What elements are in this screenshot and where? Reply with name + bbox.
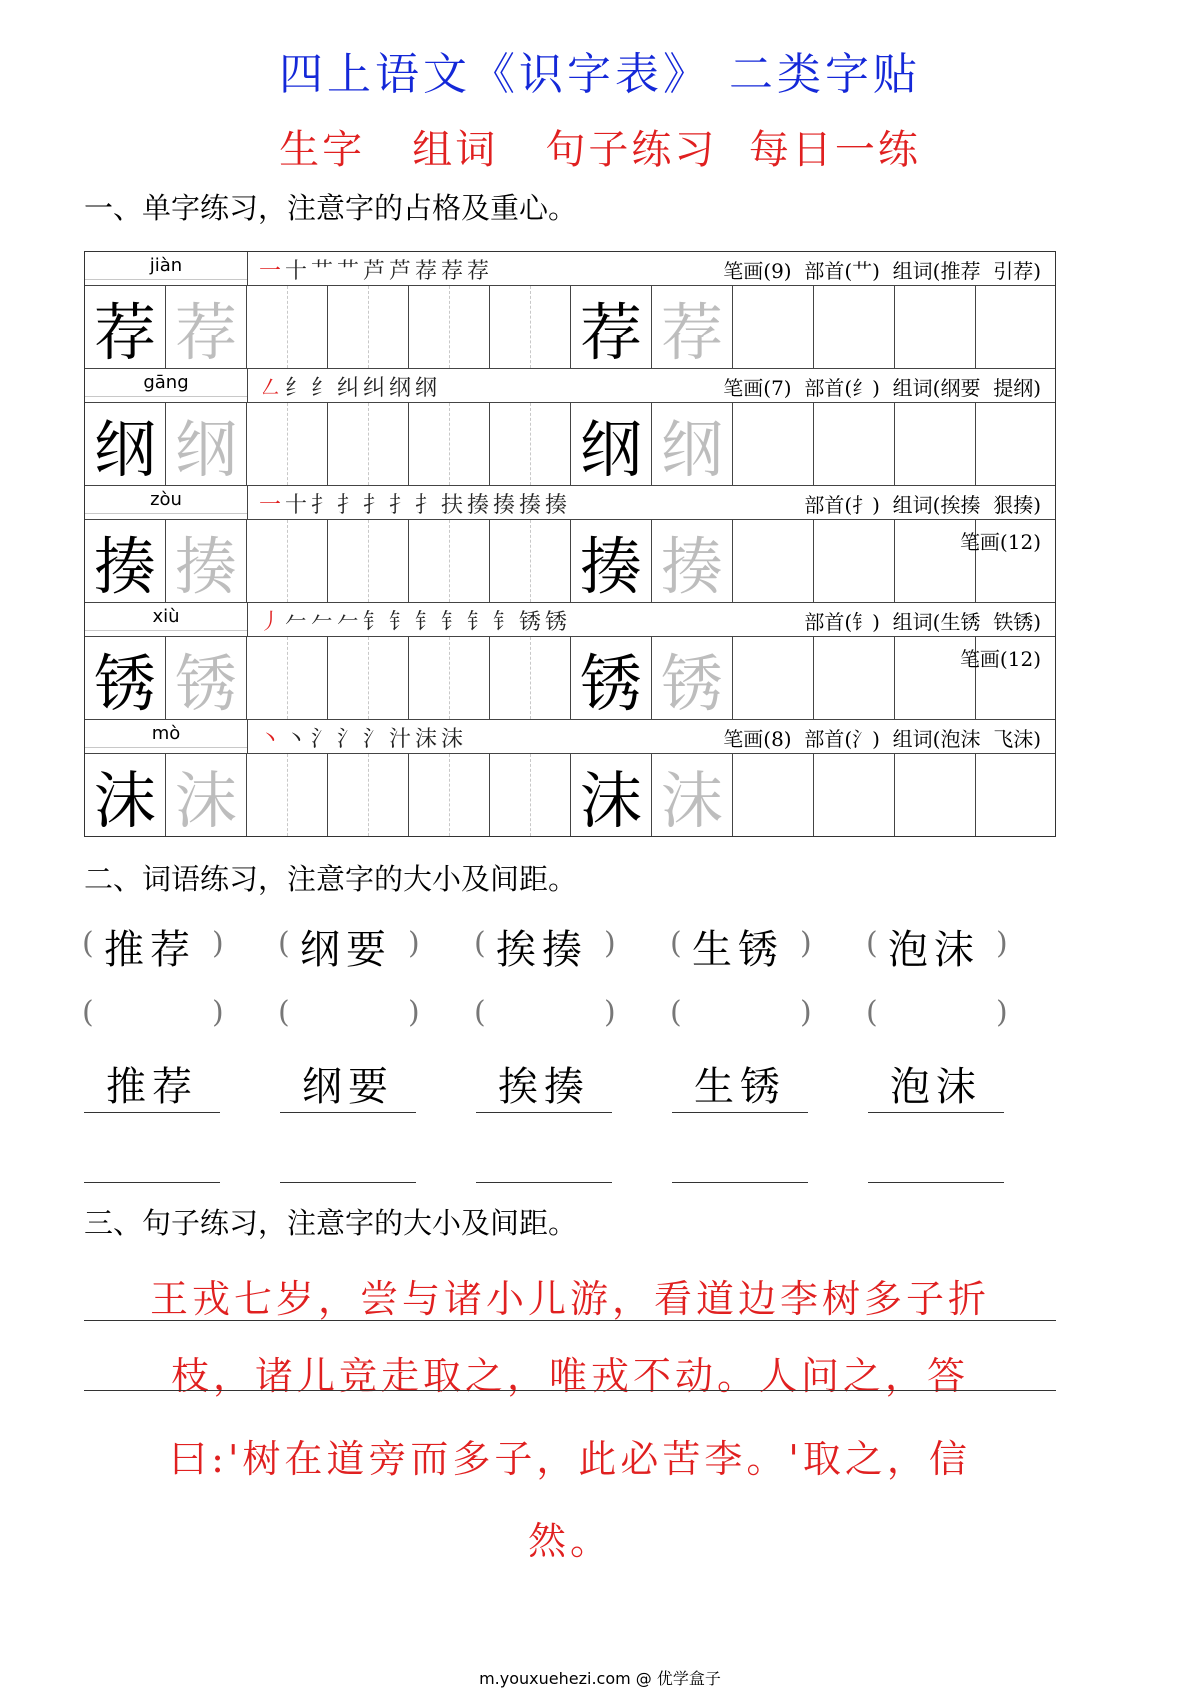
trace-char: 荐 — [660, 295, 723, 369]
stroke-step: 十 — [284, 493, 307, 518]
trace-char-cell — [166, 403, 247, 485]
stroke-step: 沫 — [440, 727, 463, 752]
writing-line[interactable] — [476, 1181, 612, 1183]
writing-line[interactable] — [868, 1181, 1004, 1183]
char-meta — [723, 723, 1041, 752]
writing-grid — [85, 754, 1055, 836]
sentence-line: 王戎七岁，尝与诸小儿游，看道边李树多子折 — [149, 1277, 990, 1321]
trace-char: 沫 — [660, 763, 723, 837]
close-paren: ) — [996, 995, 1008, 1030]
stroke-step: 揍 — [518, 493, 541, 518]
trace-char-cell — [652, 754, 733, 836]
sentence-line: 曰:'树在道旁而多子，此必苦李。'取之，信 — [169, 1437, 971, 1481]
model-char: 揍 — [579, 529, 642, 603]
strokes-count: 笔画(12) — [959, 530, 1041, 554]
practice-cell[interactable] — [814, 520, 895, 602]
trace-char: 锈 — [174, 646, 237, 720]
close-paren: ) — [996, 926, 1008, 961]
model-char-cell — [85, 286, 166, 368]
stroke-step: 揍 — [466, 493, 489, 518]
sentence-line: 枝，诸儿竞走取之，唯戎不动。人问之，答 — [170, 1354, 969, 1398]
writing-line[interactable] — [84, 1181, 220, 1183]
sentence-line: 然。 — [527, 1519, 612, 1563]
practice-cell[interactable] — [814, 403, 895, 485]
practice-cell[interactable] — [328, 286, 409, 368]
model-char-cell — [85, 403, 166, 485]
char-meta — [723, 372, 1041, 401]
stroke-step: 𠂉 — [336, 610, 359, 635]
stroke-step: 丶 — [284, 727, 307, 752]
stroke-step: 芦 — [388, 259, 411, 284]
close-paren: ) — [408, 926, 420, 961]
practice-cell[interactable] — [328, 637, 409, 719]
writing-line[interactable] — [672, 1181, 808, 1183]
char-block — [85, 252, 1055, 368]
stroke-step: 锈 — [544, 610, 567, 635]
section2-heading: 二、词语练习，注意字的大小及间距。 — [84, 862, 578, 896]
pinyin-cell — [85, 486, 248, 519]
bracket-word: 纲要 — [300, 927, 392, 973]
model-char-cell — [571, 403, 652, 485]
trace-char-cell — [652, 286, 733, 368]
open-paren[interactable]: ( — [866, 995, 878, 1030]
practice-cell[interactable] — [733, 520, 814, 602]
close-paren: ) — [604, 995, 616, 1030]
trace-char: 揍 — [174, 529, 237, 603]
bracket-word: 推荐 — [104, 927, 196, 973]
pinyin-cell — [85, 369, 248, 402]
underlined-word: 泡沫 — [868, 1062, 1004, 1113]
writing-rule — [84, 1320, 1056, 1321]
model-char: 荐 — [579, 295, 642, 369]
stroke-step: 荐 — [414, 259, 437, 284]
word-examples: 组词(挨揍 狠揍) — [892, 493, 1041, 517]
trace-char-cell — [166, 637, 247, 719]
practice-cell[interactable] — [247, 637, 328, 719]
pinyin-cell — [85, 603, 248, 636]
model-char: 沫 — [579, 763, 642, 837]
bracket-word: 挨揍 — [496, 927, 588, 973]
bracket-word: 生锈 — [692, 927, 784, 973]
practice-cell[interactable] — [328, 520, 409, 602]
trace-char-cell — [652, 520, 733, 602]
stroke-step: 钅 — [388, 610, 411, 635]
open-paren: ( — [474, 926, 486, 961]
trace-char-cell — [166, 754, 247, 836]
stroke-step: 锈 — [518, 610, 541, 635]
practice-cell[interactable] — [733, 754, 814, 836]
stroke-step: 丶 — [258, 727, 281, 752]
stroke-step: 十 — [284, 259, 307, 284]
section3-heading: 三、句子练习，注意字的大小及间距。 — [84, 1206, 578, 1240]
bracket-word: 泡沫 — [888, 927, 980, 973]
writing-grid — [85, 286, 1055, 368]
char-block — [85, 485, 1055, 602]
model-char-cell — [571, 754, 652, 836]
close-paren: ) — [408, 995, 420, 1030]
pinyin: gāng — [85, 372, 247, 393]
practice-cell[interactable] — [895, 403, 976, 485]
model-char: 锈 — [579, 646, 642, 720]
word-examples: 组词(生锈 铁锈) — [892, 610, 1041, 634]
practice-cell[interactable] — [814, 286, 895, 368]
char-block — [85, 368, 1055, 485]
info-row — [85, 252, 1055, 286]
char-block — [85, 719, 1055, 836]
word-examples: 组词(推荐 引荐) — [892, 259, 1041, 283]
model-char-cell — [85, 520, 166, 602]
stroke-step: 一 — [258, 259, 281, 284]
practice-cell[interactable] — [814, 754, 895, 836]
info-row — [85, 486, 1055, 520]
stroke-step: 氵 — [310, 727, 333, 752]
writing-line[interactable] — [280, 1181, 416, 1183]
stroke-order — [257, 722, 465, 753]
stroke-step: 𠂉 — [284, 610, 307, 635]
model-char: 揍 — [93, 529, 156, 603]
open-paren[interactable]: ( — [670, 995, 682, 1030]
close-paren: ) — [800, 995, 812, 1030]
practice-cell[interactable] — [490, 637, 571, 719]
practice-cell[interactable] — [409, 286, 490, 368]
model-char: 纲 — [93, 412, 156, 486]
radical: 部首(钅) — [804, 610, 880, 634]
practice-cell[interactable] — [328, 754, 409, 836]
stroke-step: 氵 — [362, 727, 385, 752]
trace-char: 揍 — [660, 529, 723, 603]
trace-char-cell — [166, 520, 247, 602]
close-paren: ) — [604, 926, 616, 961]
model-char: 荐 — [93, 295, 156, 369]
stroke-step: 荐 — [440, 259, 463, 284]
practice-cell[interactable] — [976, 286, 1057, 368]
info-row — [85, 720, 1055, 754]
trace-char-cell — [652, 403, 733, 485]
stroke-order — [257, 371, 439, 402]
close-paren: ) — [212, 926, 224, 961]
stroke-step: 艹 — [310, 259, 333, 284]
word-examples: 组词(泡沫 飞沫) — [892, 727, 1041, 751]
practice-cell[interactable] — [490, 520, 571, 602]
stroke-step: 揍 — [544, 493, 567, 518]
model-char-cell — [85, 637, 166, 719]
model-char: 沫 — [93, 763, 156, 837]
open-paren[interactable]: ( — [82, 995, 94, 1030]
page-title: 四上语文《识字表》 二类字贴 — [279, 49, 921, 100]
writing-grid — [85, 403, 1055, 485]
stroke-order — [257, 254, 491, 285]
page-subtitle: 生字 组词 句子练习 每日一练 — [279, 127, 921, 173]
radical: 部首(纟) — [804, 376, 880, 400]
practice-cell[interactable] — [895, 286, 976, 368]
stroke-step: 纟 — [284, 376, 307, 401]
radical: 部首(扌) — [804, 493, 880, 517]
practice-cell[interactable] — [490, 754, 571, 836]
stroke-step: 氵 — [336, 727, 359, 752]
open-paren: ( — [278, 926, 290, 961]
stroke-step: 荐 — [466, 259, 489, 284]
model-char: 锈 — [93, 646, 156, 720]
stroke-step: 纲 — [388, 376, 411, 401]
open-paren: ( — [866, 926, 878, 961]
practice-cell[interactable] — [733, 637, 814, 719]
practice-cell[interactable] — [976, 403, 1057, 485]
char-meta — [723, 255, 1041, 284]
practice-cell[interactable] — [976, 754, 1057, 836]
practice-cell[interactable] — [814, 637, 895, 719]
practice-cell[interactable] — [409, 520, 490, 602]
practice-cell[interactable] — [409, 403, 490, 485]
open-paren[interactable]: ( — [474, 995, 486, 1030]
stroke-step: 纟 — [310, 376, 333, 401]
practice-cell[interactable] — [490, 286, 571, 368]
stroke-step: ㇜ — [258, 376, 281, 401]
underlined-word: 纲要 — [280, 1062, 416, 1113]
pinyin: xiù — [85, 606, 247, 627]
stroke-step: 丿 — [258, 610, 281, 635]
open-paren[interactable]: ( — [278, 995, 290, 1030]
model-char: 纲 — [579, 412, 642, 486]
strokes-count: 笔画(9) — [723, 259, 792, 283]
underlined-word: 生锈 — [672, 1062, 808, 1113]
pinyin: mò — [85, 723, 247, 744]
stroke-order — [257, 605, 569, 636]
stroke-step: 扌 — [310, 493, 333, 518]
underlined-word: 推荐 — [84, 1062, 220, 1113]
trace-char: 锈 — [660, 646, 723, 720]
trace-char-cell — [166, 286, 247, 368]
footer-watermark: m.youxuehezi.com @ 优学盒子 — [479, 1669, 721, 1688]
open-paren: ( — [82, 926, 94, 961]
model-char-cell — [571, 286, 652, 368]
radical: 部首(艹) — [804, 259, 880, 283]
stroke-step: 纠 — [336, 376, 359, 401]
practice-cell[interactable] — [409, 637, 490, 719]
model-char-cell — [571, 520, 652, 602]
stroke-step: 扌 — [414, 493, 437, 518]
section1-heading: 一、单字练习，注意字的占格及重心。 — [84, 191, 578, 225]
stroke-step: 艹 — [336, 259, 359, 284]
practice-cell[interactable] — [490, 403, 571, 485]
practice-cell[interactable] — [733, 286, 814, 368]
trace-char: 纲 — [660, 412, 723, 486]
character-practice-table — [84, 251, 1056, 837]
word-examples: 组词(纲要 提纲) — [892, 376, 1041, 400]
practice-cell[interactable] — [247, 754, 328, 836]
practice-cell[interactable] — [895, 754, 976, 836]
stroke-step: 一 — [258, 493, 281, 518]
close-paren: ) — [800, 926, 812, 961]
practice-cell[interactable] — [247, 403, 328, 485]
close-paren: ) — [212, 995, 224, 1030]
open-paren: ( — [670, 926, 682, 961]
stroke-step: 𠂉 — [310, 610, 333, 635]
stroke-step: 纲 — [414, 376, 437, 401]
writing-rule — [84, 1390, 1056, 1391]
char-meta — [804, 489, 1041, 518]
pinyin: zòu — [85, 489, 247, 510]
stroke-step: 钅 — [492, 610, 515, 635]
stroke-step: 扌 — [388, 493, 411, 518]
model-char-cell — [571, 637, 652, 719]
trace-char-cell — [652, 637, 733, 719]
strokes-count: 笔画(7) — [723, 376, 792, 400]
trace-char: 沫 — [174, 763, 237, 837]
writing-grid — [85, 637, 1055, 719]
stroke-step: 沫 — [414, 727, 437, 752]
info-row — [85, 603, 1055, 637]
practice-cell[interactable] — [247, 520, 328, 602]
strokes-count: 笔画(12) — [959, 647, 1041, 671]
char-block — [85, 602, 1055, 719]
stroke-step: 扶 — [440, 493, 463, 518]
info-row — [85, 369, 1055, 403]
pinyin-cell — [85, 252, 248, 285]
stroke-order — [257, 488, 569, 519]
stroke-step: 扌 — [336, 493, 359, 518]
radical: 部首(氵) — [804, 727, 880, 751]
pinyin-cell — [85, 720, 248, 753]
trace-char: 纲 — [174, 412, 237, 486]
practice-cell[interactable] — [247, 286, 328, 368]
char-meta — [804, 606, 1041, 635]
stroke-step: 钅 — [466, 610, 489, 635]
strokes-count: 笔画(8) — [723, 727, 792, 751]
stroke-step: 汁 — [388, 727, 411, 752]
practice-cell[interactable] — [328, 403, 409, 485]
trace-char: 荐 — [174, 295, 237, 369]
writing-grid — [85, 520, 1055, 602]
underlined-word: 挨揍 — [476, 1062, 612, 1113]
stroke-step: 钅 — [440, 610, 463, 635]
practice-cell[interactable] — [409, 754, 490, 836]
stroke-step: 揍 — [492, 493, 515, 518]
stroke-step: 芦 — [362, 259, 385, 284]
stroke-step: 钅 — [414, 610, 437, 635]
pinyin: jiàn — [85, 255, 247, 276]
model-char-cell — [85, 754, 166, 836]
stroke-step: 钅 — [362, 610, 385, 635]
stroke-step: 纠 — [362, 376, 385, 401]
stroke-step: 扌 — [362, 493, 385, 518]
practice-cell[interactable] — [733, 403, 814, 485]
